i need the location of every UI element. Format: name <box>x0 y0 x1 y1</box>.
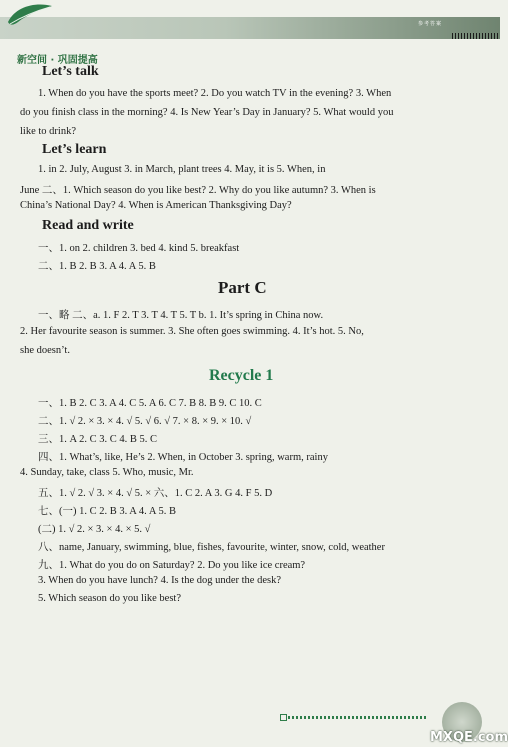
read-write-line-1: 一、1. on 2. children 3. bed 4. kind 5. breakfast <box>38 243 240 254</box>
subject-title: 新空间 · 巩固提高 <box>17 55 98 66</box>
recycle-line-12: 5. Which season do you like best? <box>38 593 181 604</box>
lets-learn-line-2: June 二、1. Which season do you like best? 2. Why do you like autumn? 3. When is <box>20 185 376 196</box>
recycle-line-1: 一、1. B 2. C 3. A 4. C 5. A 6. C 7. B 8. B 9. C 10. C <box>38 398 262 409</box>
recycle-line-5: 4. Sunday, take, class 5. Who, music, Mr. <box>20 467 194 478</box>
heading-recycle-1: Recycle 1 <box>209 367 274 384</box>
recycle-line-11: 3. When do you have lunch? 4. Is the dog under the desk? <box>38 575 281 586</box>
leaf-logo-icon <box>6 0 54 30</box>
read-write-line-2: 二、1. B 2. B 3. A 4. A 5. B <box>38 261 156 272</box>
watermark <box>428 702 508 747</box>
heading-lets-learn: Let’s learn <box>42 142 107 157</box>
lets-learn-line-1: 1. in 2. July, August 3. in March, plant trees 4. May, it is 5. When, in <box>38 164 326 175</box>
heading-lets-talk: Let’s talk <box>42 64 99 79</box>
heading-read-and-write: Read and write <box>42 218 134 233</box>
recycle-line-9: 八、name, January, swimming, blue, fishes, favourite, winter, snow, cold, weather <box>38 542 385 553</box>
recycle-line-4: 四、1. What’s, like, He’s 2. When, in October 3. spring, warm, rainy <box>38 452 328 463</box>
part-c-line-1: 一、略 二、a. 1. F 2. T 3. T 4. T 5. T b. 1. It’s spring in China now. <box>38 310 324 321</box>
recycle-line-8: (二) 1. √ 2. × 3. × 4. × 5. √ <box>38 524 151 535</box>
footer-dotted-rule <box>288 716 426 719</box>
recycle-line-7: 七、(一) 1. C 2. B 3. A 4. A 5. B <box>38 506 176 517</box>
recycle-line-10: 九、1. What do you do on Saturday? 2. Do you like ice cream? <box>38 560 306 571</box>
footer-square-marker <box>280 714 287 721</box>
recycle-line-3: 三、1. A 2. C 3. C 4. B 5. C <box>38 434 158 445</box>
lets-talk-line-2: do you finish class in the morning? 4. Is New Year’s Day in January? 5. What would you <box>20 107 394 118</box>
header-tick-marks <box>452 33 498 39</box>
header-tag: 参考答案 <box>418 21 443 27</box>
recycle-line-6: 五、1. √ 2. √ 3. × 4. √ 5. × 六、1. C 2. A 3. G 4. F 5. D <box>38 488 273 499</box>
page-header-band <box>0 0 500 44</box>
recycle-line-2: 二、1. √ 2. × 3. × 4. √ 5. √ 6. √ 7. × 8. × 9. × 10. √ <box>38 416 252 427</box>
lets-talk-line-3: like to drink? <box>20 126 76 137</box>
watermark-text: MXQE.com <box>430 730 508 745</box>
part-c-line-2: 2. Her favourite season is summer. 3. She often goes swimming. 4. It’s hot. 5. No, <box>20 326 364 337</box>
lets-talk-line-1: 1. When do you have the sports meet? 2. Do you watch TV in the evening? 3. When <box>38 88 392 99</box>
heading-part-c: Part C <box>218 278 267 297</box>
lets-learn-line-3: China’s National Day? 4. When is American Thanksgiving Day? <box>20 200 292 211</box>
part-c-line-3: she doesn’t. <box>20 345 70 356</box>
